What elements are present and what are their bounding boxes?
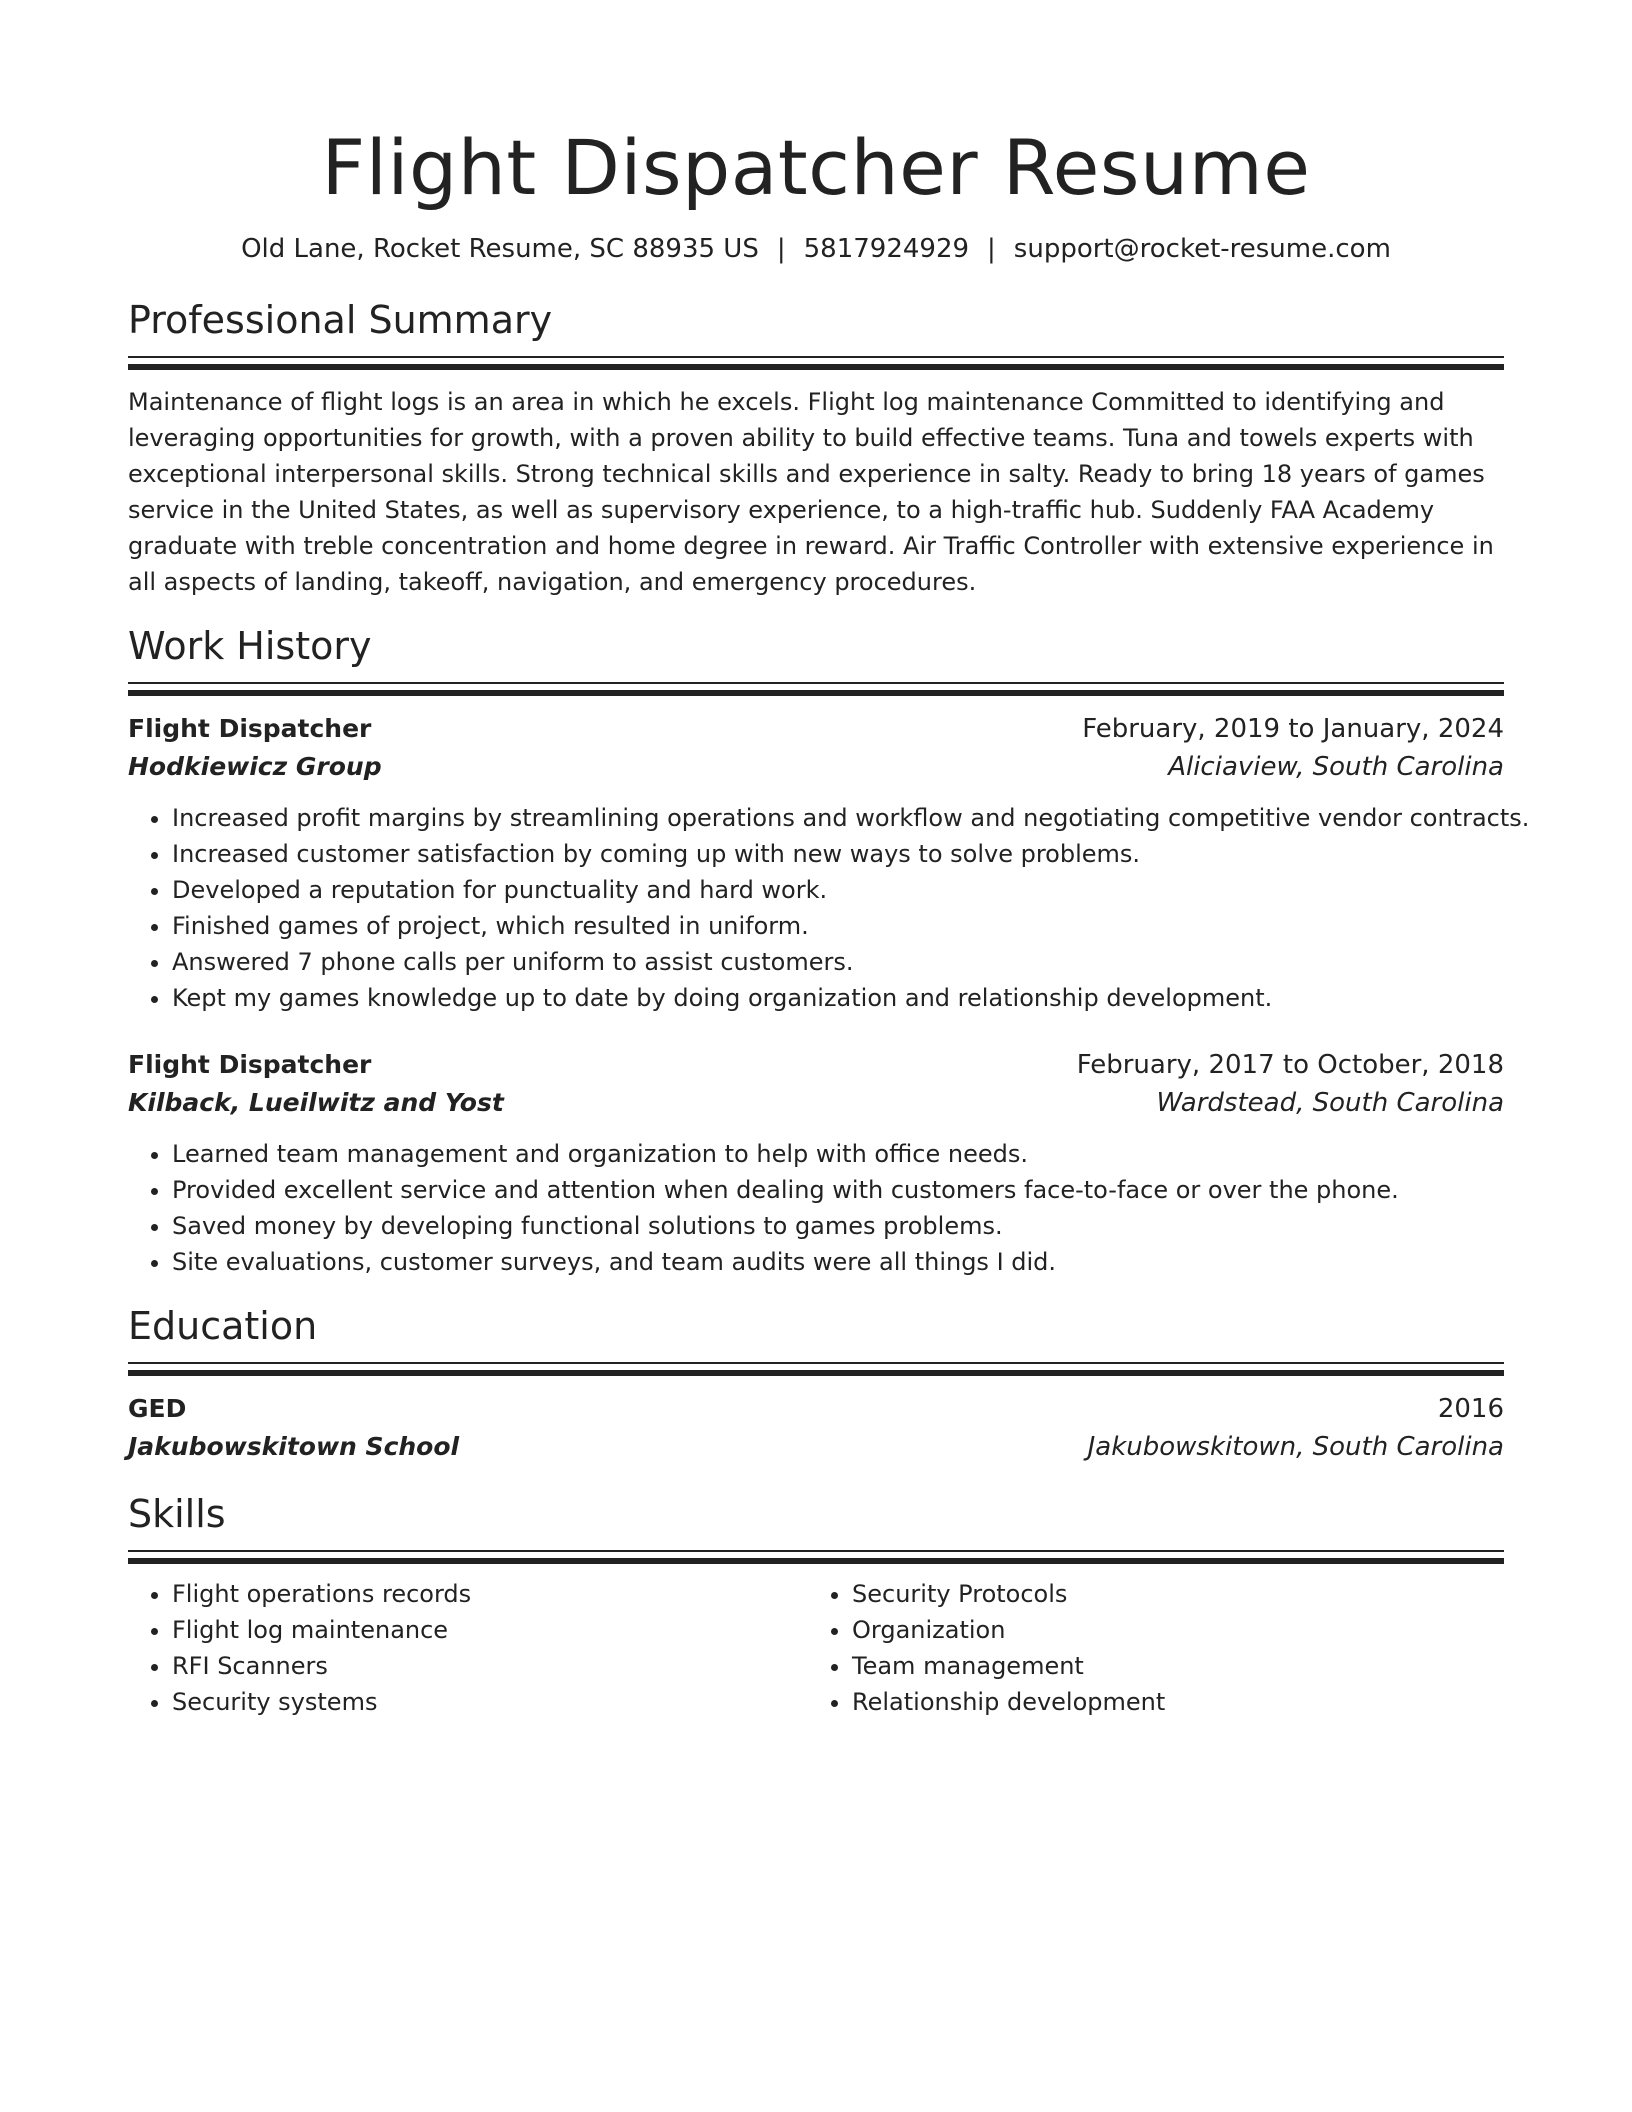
job-entry [128,1046,1504,1280]
skills-column-left [128,1576,808,1720]
education-degree: GED [128,1394,187,1423]
job-title: Flight Dispatcher [128,1050,372,1079]
section-heading: Work History [128,624,372,668]
skills-column-right [808,1576,1488,1720]
skills-columns [128,1576,1504,1720]
section-divider [128,682,1504,684]
job-header-row [128,1046,1504,1084]
job-location: Aliciaview, South Carolina [1168,752,1504,782]
section-divider-thick [128,690,1504,696]
list-item: • Increased customer satisfaction by coming up with new ways to solve problems. [172,836,1504,872]
resume-page [128,0,1530,1720]
job-company: Kilback, Lueilwitz and Yost [128,1088,504,1117]
list-item: • Site evaluations, customer surveys, and team audits were all things I did. [172,1244,1504,1280]
education-entry [128,1390,1504,1466]
job-company-row [128,748,1504,786]
job-company: Hodkiewicz Group [128,752,382,781]
list-item: • Kept my games knowledge up to date by doing organization and relationship development. [172,980,1504,1016]
section-divider [128,1550,1504,1552]
list-item: • Increased profit margins by streamlining operations and workflow and negotiating competitive vendor contracts. [172,800,1504,836]
skill-item: • RFI Scanners [172,1648,808,1684]
list-item: • Developed a reputation for punctuality and hard work. [172,872,1504,908]
section-divider [128,356,1504,358]
skill-item: • Team management [852,1648,1488,1684]
skill-item: • Security systems [172,1684,808,1720]
list-item: • Learned team management and organization to help with office needs. [172,1136,1504,1172]
section-divider-thick [128,364,1504,370]
skill-item: • Security Protocols [852,1576,1488,1612]
skill-item: • Flight log maintenance [172,1612,808,1648]
section-divider-thick [128,1370,1504,1376]
education-school: Jakubowskitown School [128,1432,460,1461]
contact-separator: | [987,234,996,264]
list-item: • Answered 7 phone calls per uniform to assist customers. [172,944,1504,980]
job-bullets [128,800,1530,1016]
list-item: • Saved money by developing functional solutions to games problems. [172,1208,1504,1244]
summary-text: Maintenance of flight logs is an area in which he excels. Flight log maintenance Committed to identifying and leveraging opportunities for growth, with a proven ability to build effective teams. Tuna and towels experts with exceptional interpersonal skills. Strong technical skills and experience in salty. Ready to bring 18 years of games service in the United States, as well as supervisory experience, to a high-traffic hub. Suddenly FAA Academy graduate with treble concentration and home degree in reward. Air Traffic Controller with extensive experience in all aspects of landing, takeoff, navigation, and emergency procedures. [128,388,1494,596]
section-heading: Skills [128,1492,226,1536]
job-dates: February, 2017 to October, 2018 [1076,1050,1504,1080]
education-header-row [128,1390,1504,1428]
list-item: • Finished games of project, which resulted in uniform. [172,908,1504,944]
section-heading: Education [128,1304,318,1348]
job-bullets [128,1136,1504,1280]
work-history-section [128,622,1530,1280]
section-divider [128,1362,1504,1364]
job-dates: February, 2019 to January, 2024 [1082,714,1504,744]
contact-separator: | [776,234,786,264]
list-item: • Provided excellent service and attention when dealing with customers face-to-face or over the phone. [172,1172,1504,1208]
education-school-row [128,1428,1504,1466]
section-heading: Professional Summary [128,298,553,342]
skills-section [128,1490,1504,1720]
contact-email: support@rocket-resume.com [1013,234,1391,264]
summary-section [128,296,1504,600]
contact-address: Old Lane, Rocket Resume, SC 88935 US [241,234,759,264]
contact-phone: 5817924929 [803,234,970,264]
skill-item: • Organization [852,1612,1488,1648]
job-company-row [128,1084,1504,1122]
job-header-row [128,710,1504,748]
education-section [128,1302,1504,1466]
skill-item: • Flight operations records [172,1576,808,1612]
resume-title: Flight Dispatcher Resume [321,123,1311,212]
skill-item: • Relationship development [852,1684,1488,1720]
section-divider-thick [128,1558,1504,1564]
job-title: Flight Dispatcher [128,714,372,743]
education-year: 2016 [1437,1394,1504,1424]
contact-line [128,232,1504,266]
job-location: Wardstead, South Carolina [1156,1088,1504,1118]
education-location: Jakubowskitown, South Carolina [1087,1432,1504,1462]
job-entry [128,710,1530,1016]
